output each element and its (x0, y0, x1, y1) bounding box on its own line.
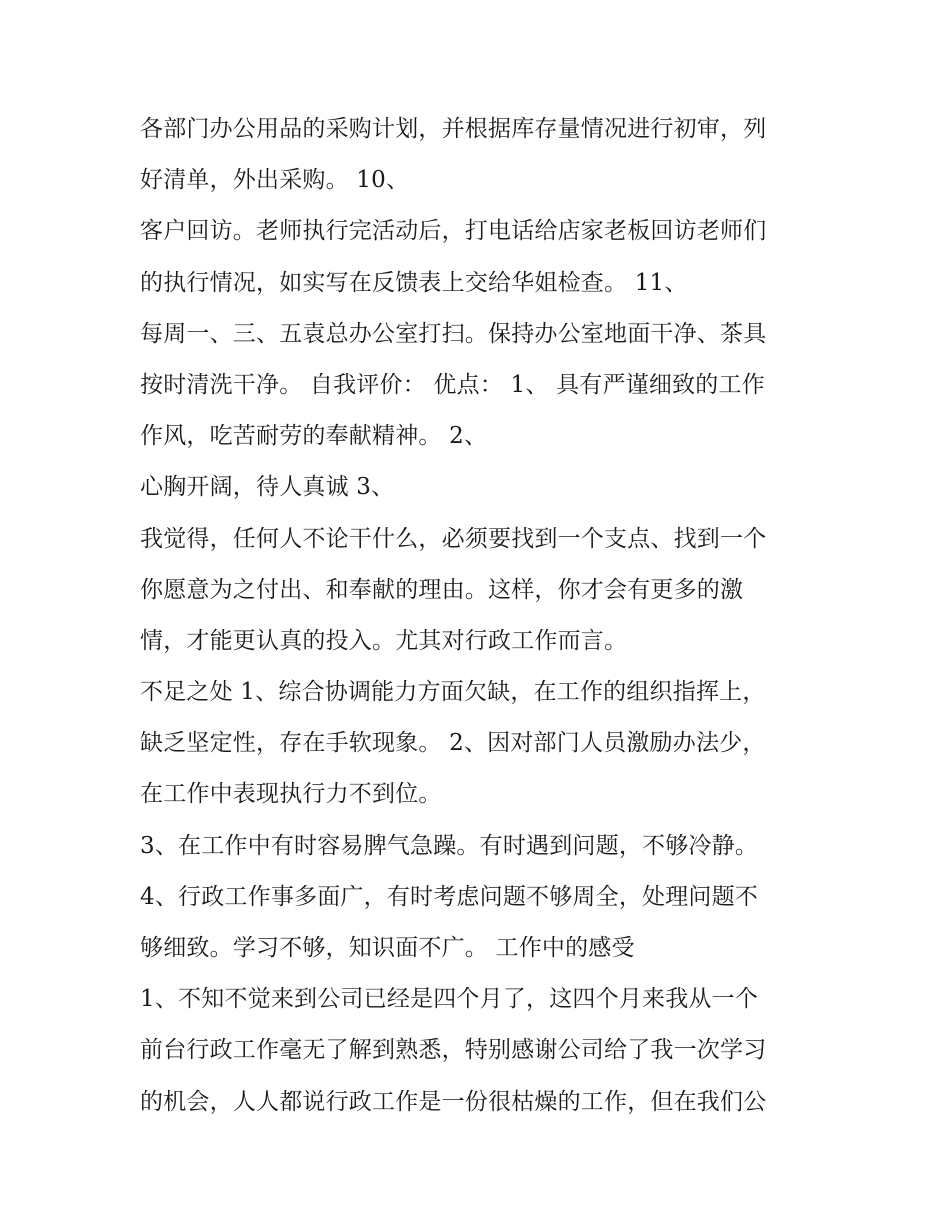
text-line: 1、不知不觉来到公司已经是四个月了，这四个月来我从一个 (140, 986, 759, 1013)
text-line: 够细致。学习不够，知识面不广。 工作中的感受 (140, 935, 635, 961)
text-line: 不足之处 1、综合协调能力方面欠缺，在工作的组织指挥上， (140, 679, 766, 706)
text-line: 各部门办公用品的采购计划，并根据库存量情况进行初审，列 (140, 116, 767, 142)
text-line: 好清单，外出采购。 10、 (140, 167, 410, 194)
text-line: 心胸开阔，待人真诚 3、 (140, 474, 395, 501)
text-line: 缺乏坚定性，存在手软现象。 2、因对部门人员激励办法少， (140, 730, 766, 757)
text-line: 情，才能更认真的投入。尤其对行政工作而言。 (140, 627, 628, 654)
text-line: 的执行情况，如实写在反馈表上交给华姐检查。 11、 (140, 269, 688, 296)
text-line: 4、行政工作事多面广，有时考虑问题不够周全，处理问题不 (140, 883, 759, 910)
text-line: 按时清洗干净。 自我评价： 优点： 1、 具有严谨细致的工作 (140, 371, 765, 398)
text-line: 在工作中表现执行力不到位。 (140, 781, 442, 808)
text-line: 3、在工作中有时容易脾气急躁。有时遇到问题，不够冷静。 (140, 832, 759, 859)
text-line: 客户回访。老师执行完活动后，打电话给店家老板回访老师们 (140, 218, 767, 245)
document-body (140, 104, 830, 1128)
text-line: 前台行政工作毫无了解到熟悉，特别感谢公司给了我一次学习 (140, 1037, 767, 1064)
text-line: 每周一、三、五袁总办公室打扫。保持办公室地面干净、茶具 (140, 320, 767, 347)
text-line: 的机会，人人都说行政工作是一份很枯燥的工作，但在我们公 (140, 1088, 767, 1115)
text-line: 作风，吃苦耐劳的奉献精神。 2、 (140, 423, 488, 450)
text-line: 我觉得，任何人不论干什么，必须要找到一个支点、找到一个 (140, 525, 767, 552)
text-line: 你愿意为之付出、和奉献的理由。这样，你才会有更多的激 (140, 576, 744, 603)
